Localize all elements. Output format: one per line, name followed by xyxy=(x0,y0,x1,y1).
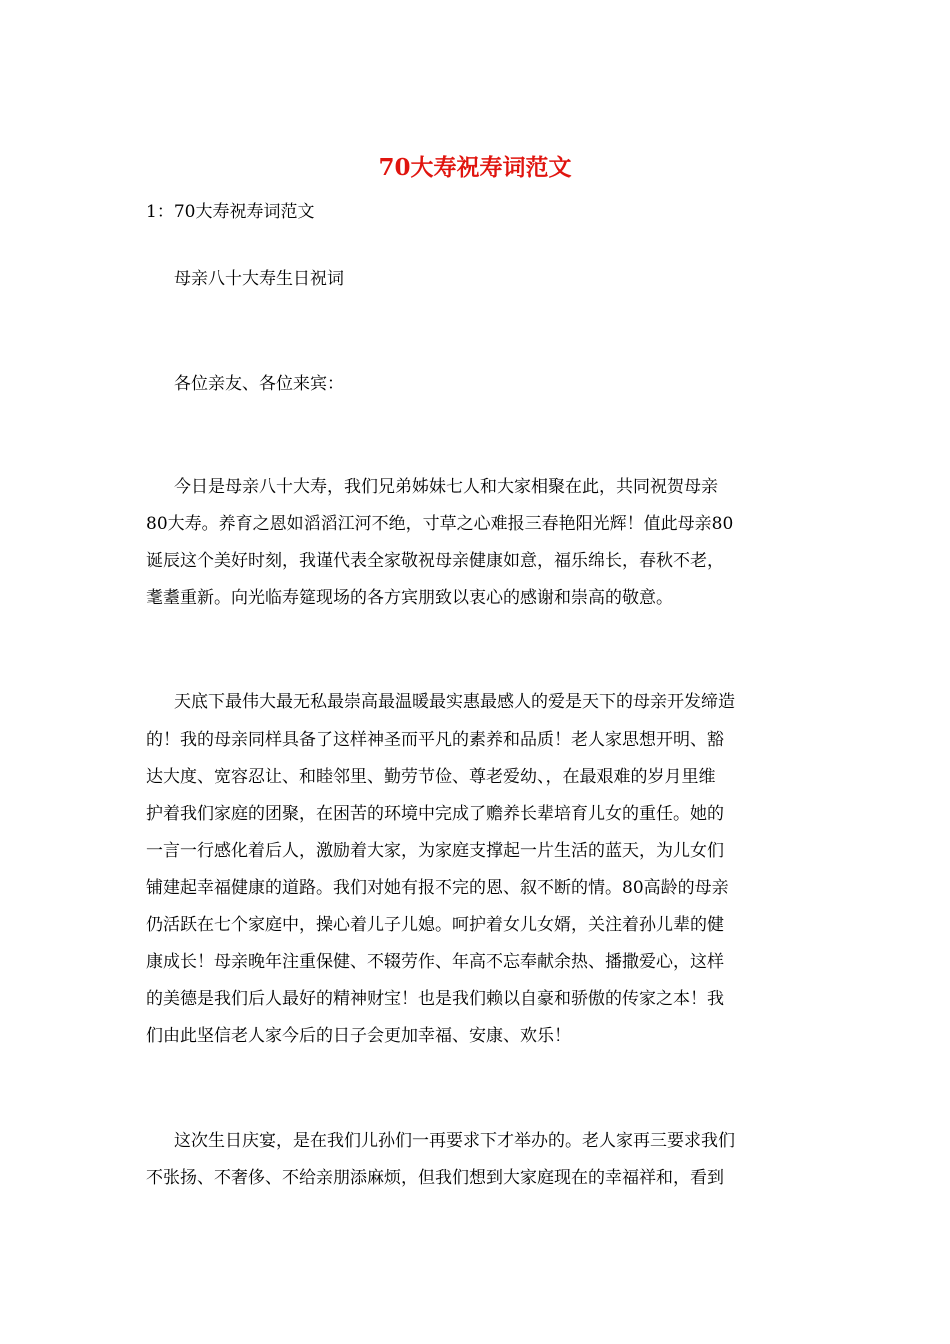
speech-title: 母亲八十大寿生日祝词 xyxy=(174,269,344,289)
paragraph-line: 的！我的母亲同样具备了这样神圣而平凡的素养和品质！老人家思想开明、豁 xyxy=(146,730,724,750)
paragraph-line: 护着我们家庭的团聚，在困苦的环境中完成了赡养长辈培育儿女的重任。她的 xyxy=(146,804,724,824)
paragraph-line: 们由此坚信老人家今后的日子会更加幸福、安康、欢乐！ xyxy=(146,1026,571,1046)
paragraph-line: 铺建起幸福健康的道路。我们对她有报不完的恩、叙不断的情。80高龄的母亲 xyxy=(146,878,729,898)
document-title: 70大寿祝寿词范文 xyxy=(378,154,572,181)
paragraph-line: 诞辰这个美好时刻，我谨代表全家敬祝母亲健康如意，福乐绵长，春秋不老， xyxy=(146,551,724,571)
section-heading: 1：70大寿祝寿词范文 xyxy=(146,202,315,222)
paragraph-line: 康成长！母亲晚年注重保健、不辍劳作、年高不忘奉献余热、播撒爱心，这样 xyxy=(146,952,724,972)
paragraph-line: 不张扬、不奢侈、不给亲朋添麻烦，但我们想到大家庭现在的幸福祥和，看到 xyxy=(146,1168,724,1188)
paragraph-line: 仍活跃在七个家庭中，操心着儿子儿媳。呵护着女儿女婿，关注着孙儿辈的健 xyxy=(146,915,724,935)
salutation: 各位亲友、各位来宾： xyxy=(174,374,344,394)
paragraph-line: 天底下最伟大最无私最崇高最温暖最实惠最感人的爱是天下的母亲开发缔造 xyxy=(174,692,735,712)
paragraph-line: 这次生日庆宴，是在我们儿孙们一再要求下才举办的。老人家再三要求我们 xyxy=(174,1131,735,1151)
paragraph-line: 的美德是我们后人最好的精神财宝！也是我们赖以自豪和骄傲的传家之本！我 xyxy=(146,989,724,1009)
paragraph-line: 耄耋重新。向光临寿筵现场的各方宾朋致以衷心的感谢和崇高的敬意。 xyxy=(146,588,673,608)
paragraph-line: 达大度、宽容忍让、和睦邻里、勤劳节俭、尊老爱幼、，在最艰难的岁月里维 xyxy=(146,767,716,787)
paragraph-line: 今日是母亲八十大寿，我们兄弟姊妹七人和大家相聚在此，共同祝贺母亲 xyxy=(174,477,718,497)
paragraph-line: 80大寿。养育之恩如滔滔江河不绝，寸草之心难报三春艳阳光辉！值此母亲80 xyxy=(146,514,734,534)
paragraph-line: 一言一行感化着后人，激励着大家，为家庭支撑起一片生活的蓝天，为儿女们 xyxy=(146,841,724,861)
